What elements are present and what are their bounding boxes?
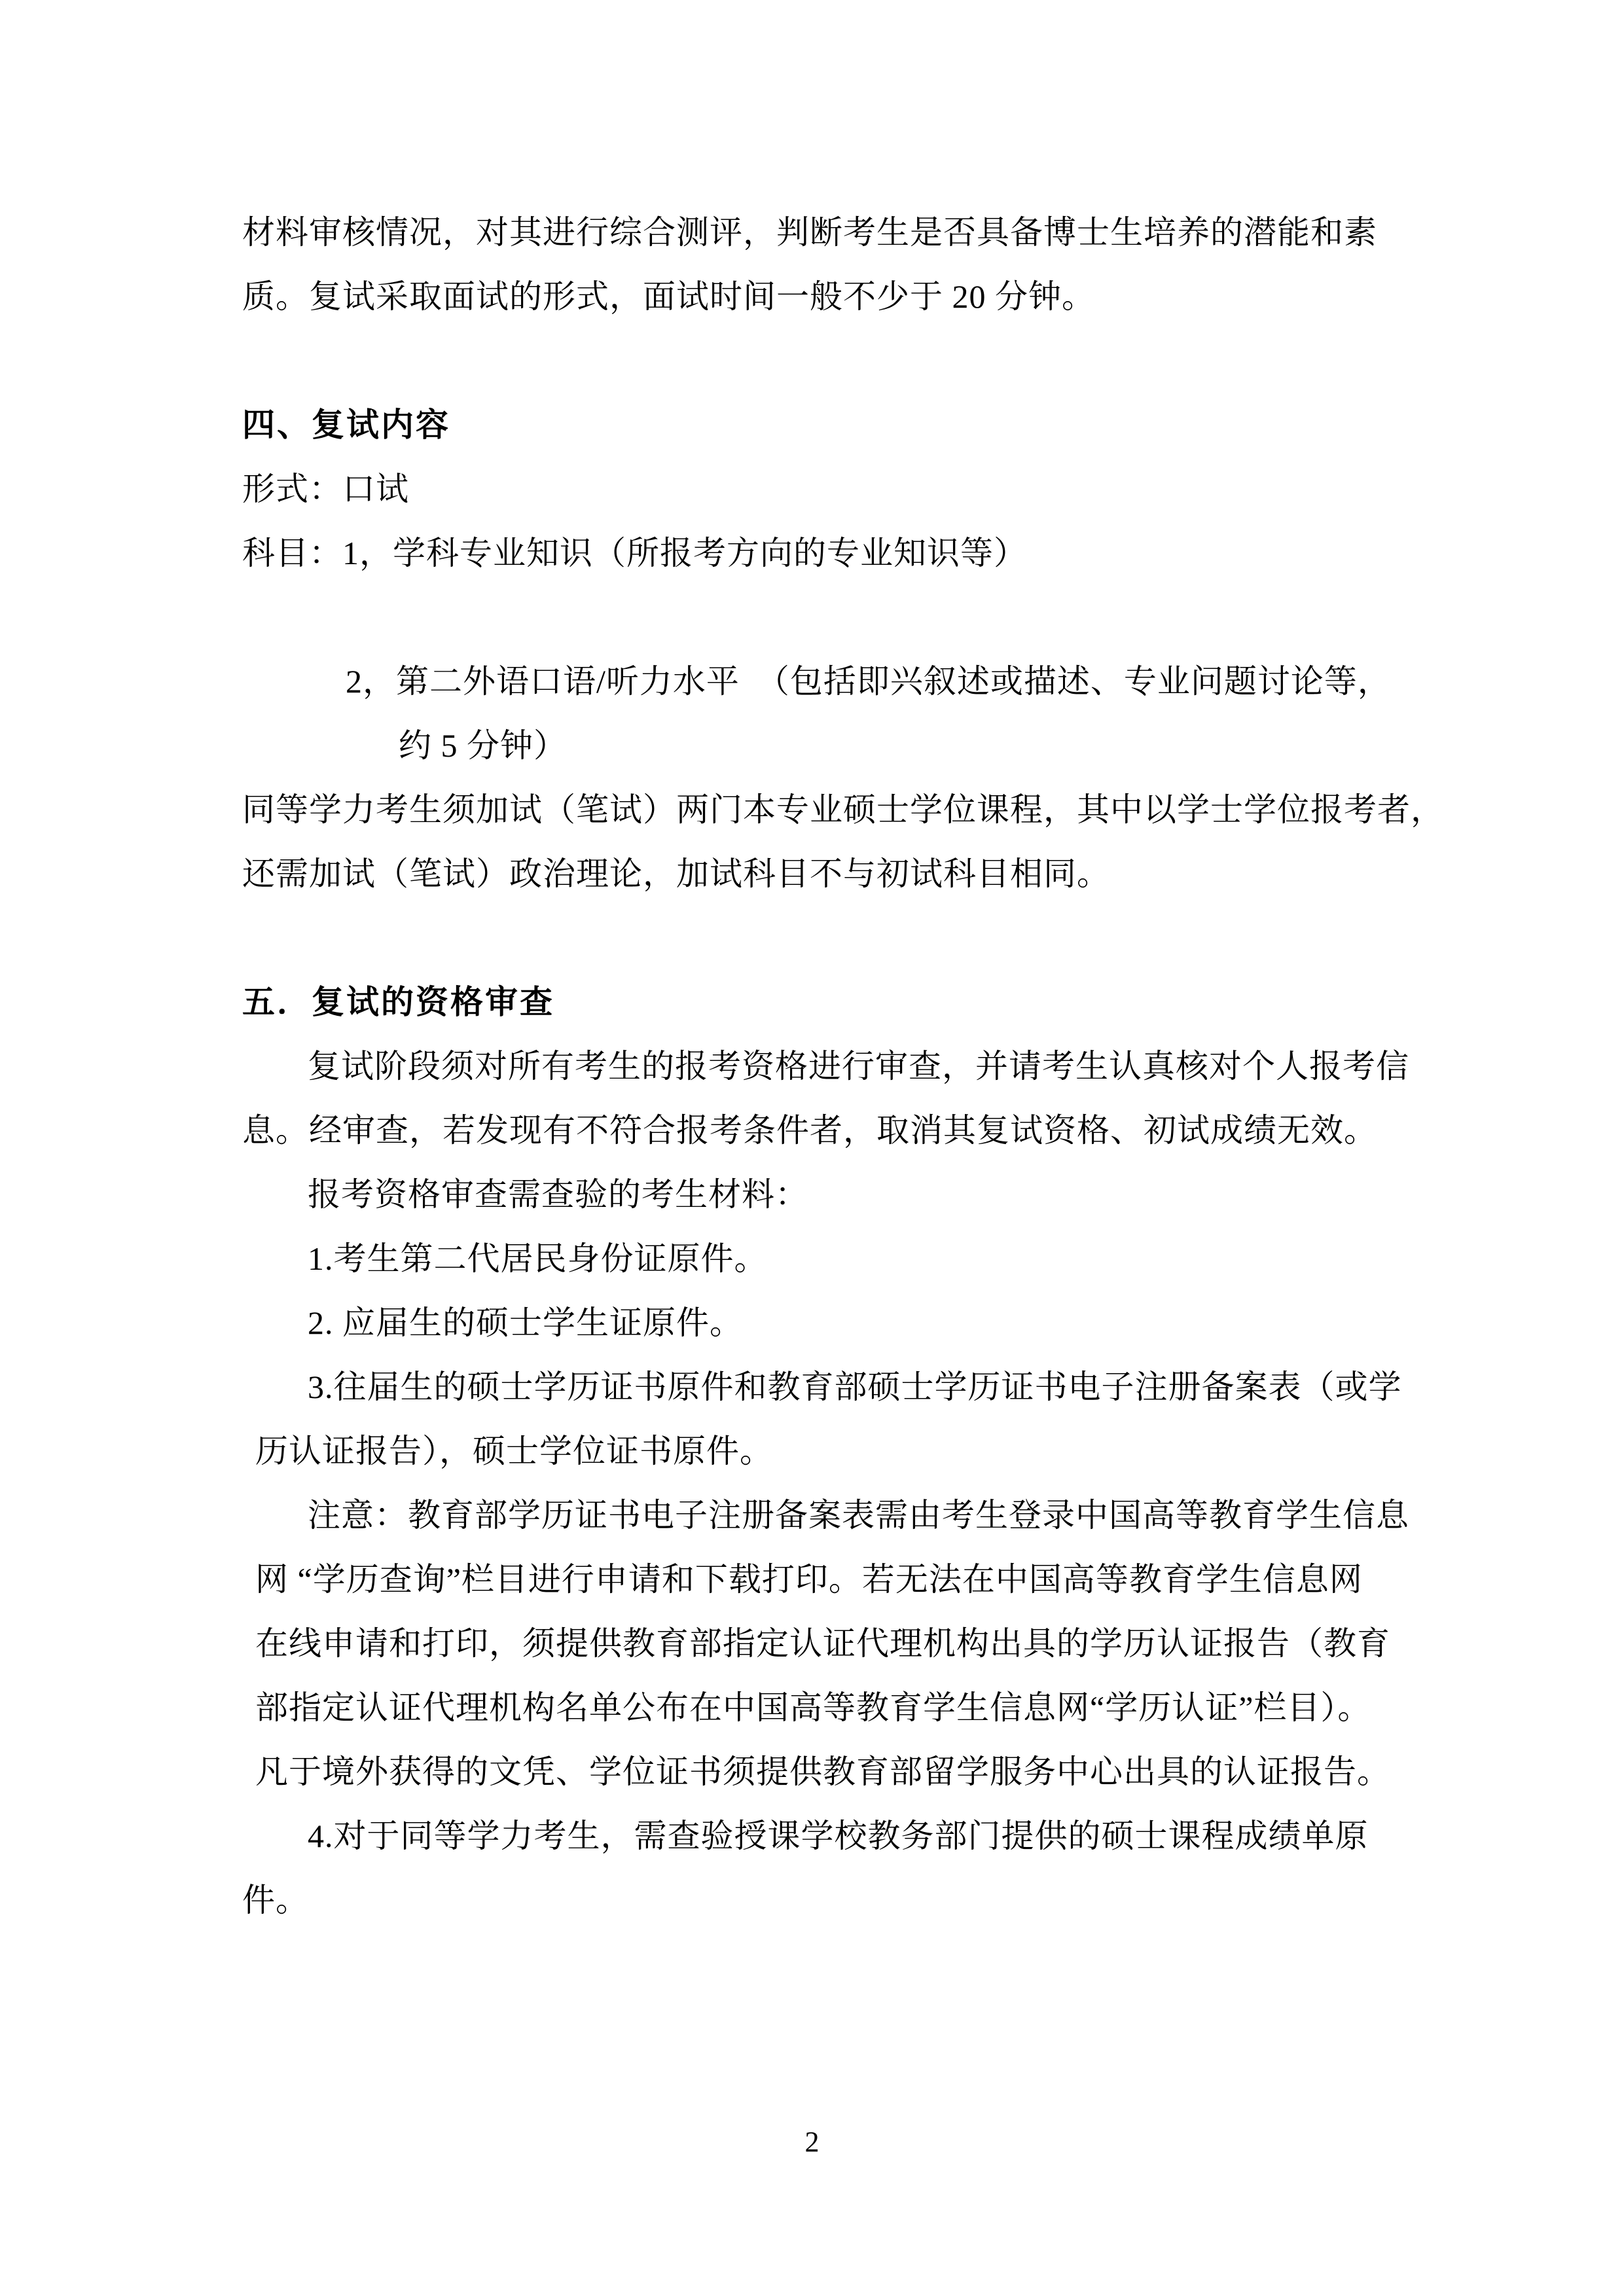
section-heading-5: 五．复试的资格审查 [242,984,554,1020]
document-body [242,200,1467,1932]
paragraph-line: 材料审核情况，对其进行综合测评，判断考生是否具备博士生培养的潜能和素 [242,214,1377,251]
section-heading-4: 四、复试内容 [242,406,450,443]
materials-intro-line: 报考资格审查需查验的考生材料： [308,1176,808,1213]
material-item-3: 3.往届生的硕士学历证书原件和教育部硕士学历证书电子注册备案表（或学 [308,1369,1402,1405]
page-number: 2 [804,2126,820,2158]
paragraph-line: 质。复试采取面试的形式，面试时间一般不少于 20 分钟。 [242,278,1095,315]
exam-subject-line-1: 科目：1，学科专业知识（所报考方向的专业知识等） [242,535,1027,571]
material-item-3-wrap: 历认证报告），硕士学位证书原件。 [255,1433,773,1469]
note-line: 在线申请和打印，须提供教育部指定认证代理机构出具的学历认证报告（教育 [255,1625,1390,1662]
paragraph-line: 息。经审查，若发现有不符合报考条件者，取消其复试资格、初试成绩无效。 [242,1112,1377,1149]
paragraph-line: 还需加试（笔试）政治理论，加试科目不与初试科目相同。 [242,855,1110,892]
exam-subject-line-2: 2，第二外语口语/听力水平 （包括即兴叙述或描述、专业问题讨论等， [346,663,1391,700]
exam-subject-line-2-wrap: 约 5 分钟） [399,727,567,764]
paragraph-line: 同等学力考生须加试（笔试）两门本专业硕士学位课程，其中以学士学位报考者， [242,791,1444,828]
material-item-1: 1.考生第二代居民身份证原件。 [308,1240,768,1277]
note-line: 凡于境外获得的文凭、学位证书须提供教育部留学服务中心出具的认证报告。 [255,1753,1390,1790]
paragraph-line: 复试阶段须对所有考生的报考资格进行审查，并请考生认真核对个人报考信 [308,1048,1409,1085]
note-line: 注意：教育部学历证书电子注册备案表需由考生登录中国高等教育学生信息 [308,1497,1409,1534]
material-item-2: 2. 应届生的硕士学生证原件。 [308,1304,743,1341]
note-line: 部指定认证代理机构名单公布在中国高等教育学生信息网“学历认证”栏目）。 [255,1689,1371,1726]
material-item-4: 4.对于同等学力考生，需查验授课学校教务部门提供的硕士课程成绩单原 [308,1818,1369,1854]
note-line: 网 “学历查询”栏目进行申请和下载打印。若无法在中国高等教育学生信息网 [255,1561,1363,1598]
material-item-4-wrap: 件。 [242,1882,309,1918]
exam-form-line: 形式：口试 [242,471,409,507]
